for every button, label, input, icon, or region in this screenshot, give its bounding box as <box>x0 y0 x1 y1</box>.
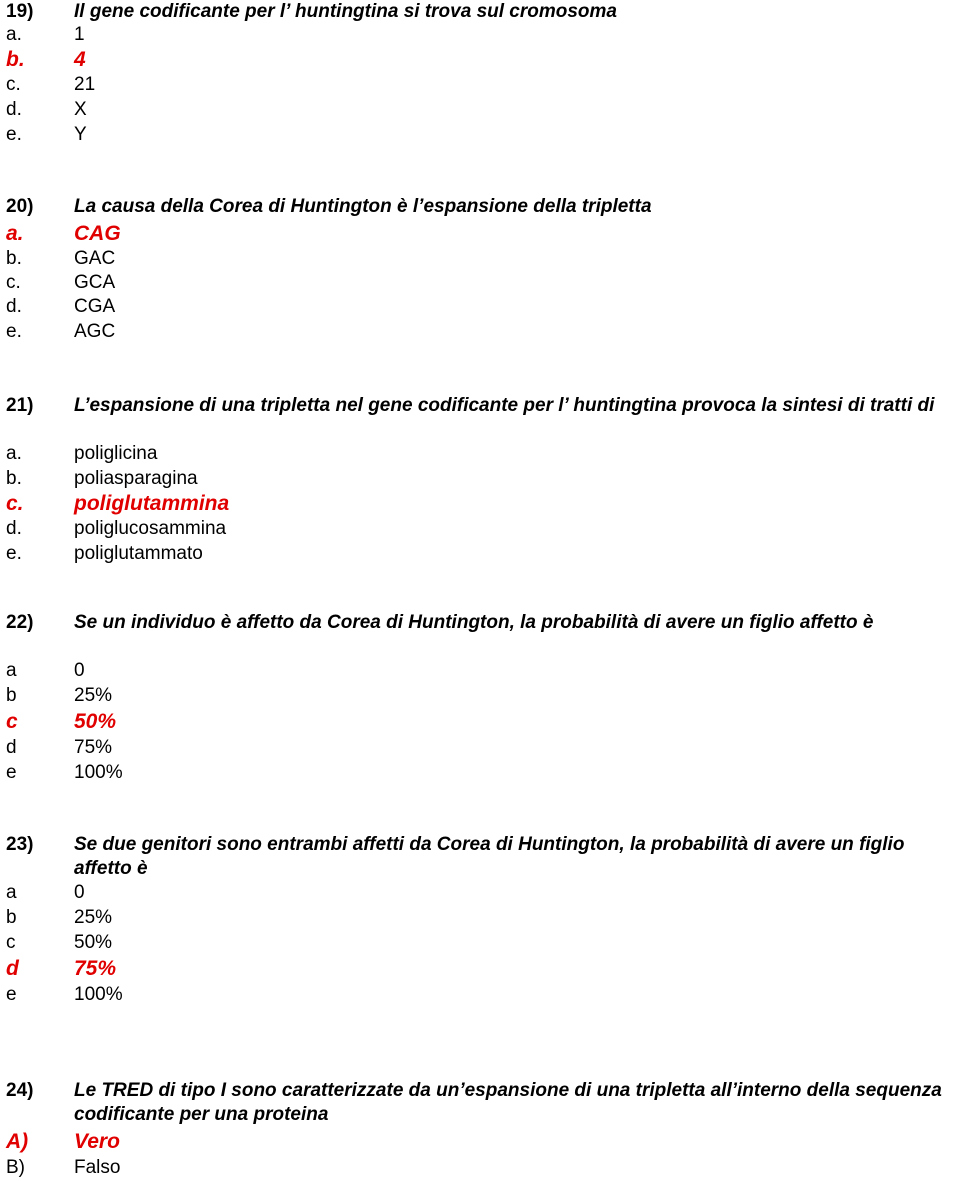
option-d-correct <box>0 956 960 981</box>
option-e <box>0 122 960 147</box>
option-text: 0 <box>74 882 85 903</box>
option-text: AGC <box>74 321 116 342</box>
question-number: 21) <box>6 395 34 416</box>
option-letter: d. <box>6 296 22 317</box>
option-text: 21 <box>74 74 96 95</box>
option-letter: a <box>6 882 17 903</box>
option-text: 75% <box>74 737 113 758</box>
option-letter: c. <box>6 74 21 95</box>
option-text: CAG <box>74 222 121 245</box>
option-text: Vero <box>74 1130 120 1153</box>
option-letter: b <box>6 907 17 928</box>
option-text: X <box>74 99 87 120</box>
question-number: 22) <box>6 612 34 633</box>
option-b <box>0 683 960 708</box>
option-text: Y <box>74 124 87 145</box>
option-letter: a. <box>6 222 24 245</box>
option-letter: d. <box>6 518 22 539</box>
option-a <box>0 441 960 466</box>
option-letter: b. <box>6 248 22 269</box>
option-letter: b. <box>6 48 25 71</box>
option-c <box>0 270 960 295</box>
option-text: poliglutammina <box>74 492 230 515</box>
option-text: poliglucosammina <box>74 518 227 539</box>
option-letter: e. <box>6 543 22 564</box>
option-d <box>0 735 960 760</box>
option-a <box>0 880 960 905</box>
option-text: poliasparagina <box>74 468 198 489</box>
option-letter: d <box>6 957 19 980</box>
option-letter: B) <box>6 1157 25 1178</box>
option-letter: A) <box>6 1130 29 1153</box>
option-c-correct <box>0 491 960 516</box>
option-a-correct <box>0 1129 960 1154</box>
option-text: 1 <box>74 24 85 45</box>
option-e <box>0 760 960 785</box>
option-letter: d. <box>6 99 22 120</box>
option-text: Falso <box>74 1157 121 1178</box>
option-letter: e <box>6 984 17 1005</box>
question-number: 20) <box>6 196 34 217</box>
question-number: 19) <box>6 1 34 22</box>
option-e <box>0 541 960 566</box>
option-b <box>0 905 960 930</box>
question-text: Se due genitori sono entrambi affetti da Corea di Huntington, la probabilità di avere un figlio affetto è <box>74 834 905 879</box>
option-text: 50% <box>74 710 117 733</box>
option-b-correct <box>0 47 960 72</box>
option-a <box>0 658 960 683</box>
question-text: L’espansione di una tripletta nel gene codificante per l’ huntingtina provoca la sintesi di tratti di <box>74 395 935 416</box>
option-letter: c. <box>6 272 21 293</box>
option-c-correct <box>0 709 960 734</box>
option-text: poliglicina <box>74 443 158 464</box>
option-e <box>0 319 960 344</box>
option-letter: b. <box>6 468 22 489</box>
option-letter: c <box>6 932 16 953</box>
option-letter: c <box>6 710 18 733</box>
option-c <box>0 930 960 955</box>
option-c <box>0 72 960 97</box>
question-text: La causa della Corea di Huntington è l’espansione della tripletta <box>74 196 652 217</box>
option-text: 25% <box>74 907 113 928</box>
option-a-correct <box>0 221 960 246</box>
question-text: Il gene codificante per l’ huntingtina si trova sul cromosoma <box>74 1 618 22</box>
option-letter: e <box>6 762 17 783</box>
option-b <box>0 466 960 491</box>
option-letter: b <box>6 685 17 706</box>
question-text: Le TRED di tipo I sono caratterizzate da un’espansione di una tripletta all’interno della sequenza codificante per una proteina <box>74 1080 942 1125</box>
option-letter: e. <box>6 124 22 145</box>
option-text: 25% <box>74 685 113 706</box>
option-text: 100% <box>74 762 123 783</box>
option-text: 75% <box>74 957 117 980</box>
option-text: poliglutammato <box>74 543 203 564</box>
option-text: 4 <box>74 48 86 71</box>
option-letter: a. <box>6 443 22 464</box>
option-b <box>0 246 960 271</box>
option-letter: e. <box>6 321 22 342</box>
question-number: 24) <box>6 1080 34 1101</box>
option-text: CGA <box>74 296 116 317</box>
option-d <box>0 294 960 319</box>
option-text: GCA <box>74 272 116 293</box>
option-d <box>0 516 960 541</box>
option-e <box>0 982 960 1007</box>
option-text: GAC <box>74 248 116 269</box>
option-a <box>0 22 960 47</box>
option-letter: d <box>6 737 17 758</box>
question-text: Se un individuo è affetto da Corea di Huntington, la probabilità di avere un figlio affetto è <box>74 612 874 633</box>
option-letter: c. <box>6 492 24 515</box>
option-text: 100% <box>74 984 123 1005</box>
question-number: 23) <box>6 834 34 855</box>
option-b <box>0 1155 960 1180</box>
option-d <box>0 97 960 122</box>
option-letter: a <box>6 660 17 681</box>
option-text: 50% <box>74 932 113 953</box>
option-text: 0 <box>74 660 85 681</box>
option-letter: a. <box>6 24 22 45</box>
